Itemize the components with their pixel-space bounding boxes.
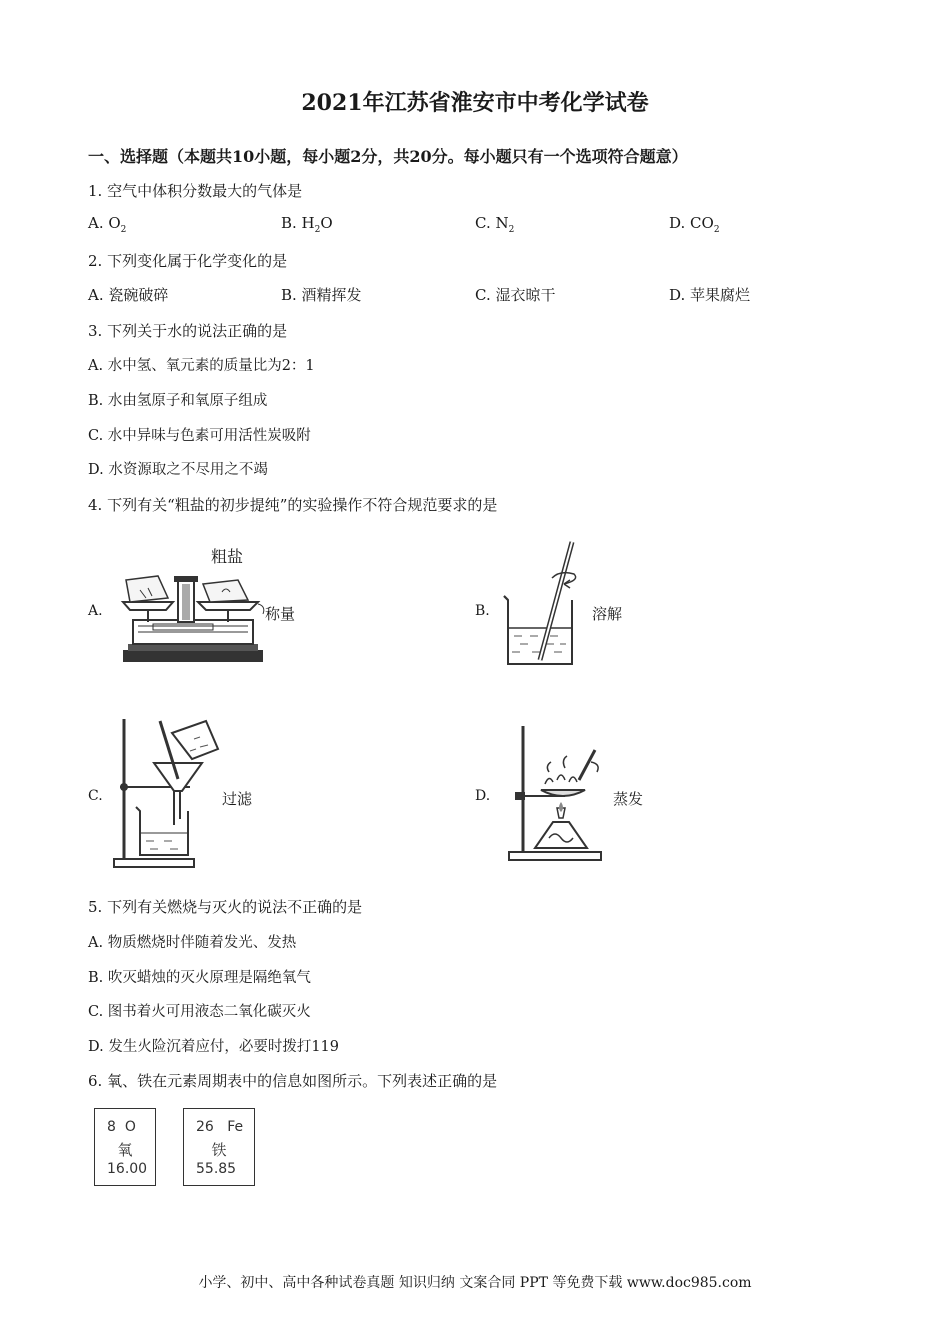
oxygen-mass: 16.00	[107, 1161, 148, 1177]
beaker-dissolve-figure	[500, 540, 590, 670]
question-4-option-b-letter: B.	[475, 603, 490, 619]
question-3-option-b: B. 水由氢原子和氧原子组成	[88, 393, 268, 409]
question-5-stem: 5. 下列有关燃烧与灭火的说法不正确的是	[88, 898, 363, 916]
question-5-option-d: D. 发生火险沉着应付，必要时拨打119	[88, 1039, 340, 1055]
question-1-option-d: D. $CO_2$	[669, 214, 720, 235]
question-2-stem: 2. 下列变化属于化学变化的是	[88, 252, 288, 270]
oxygen-number-symbol: 8 O	[107, 1119, 136, 1135]
page-footer: 小学、初中、高中各种试卷真题 知识归纳 文案合同 PPT 等免费下载 www.doc985.com	[198, 1275, 752, 1291]
filtration-figure	[110, 715, 230, 870]
question-4-option-a-caption: 称量	[265, 605, 296, 623]
question-1-option-a: A. $O_2$	[88, 214, 127, 235]
question-4-option-b-caption: 溶解	[592, 605, 623, 623]
iron-number-symbol: 26 Fe	[196, 1119, 244, 1135]
question-4-option-a-letter: A.	[88, 603, 103, 619]
balance-figure	[118, 540, 268, 665]
question-4-option-c-caption: 过滤	[222, 790, 253, 808]
question-1-stem: 1. 空气中体积分数最大的气体是	[88, 182, 303, 200]
question-2-option-b: B. 酒精挥发	[281, 286, 362, 304]
question-3-option-d: D. 水资源取之不尽用之不竭	[88, 462, 268, 478]
question-5-option-c: C. 图书着火可用液态二氧化碳灭火	[88, 1004, 311, 1020]
element-card-iron	[183, 1108, 255, 1186]
question-1-option-c: C. $N_2$	[475, 214, 515, 235]
question-1-option-b: B. $H_2O$	[281, 214, 333, 235]
question-2-option-c: C. 湿衣晾干	[475, 286, 556, 304]
evaporation-figure	[505, 722, 610, 867]
iron-name: 铁	[211, 1141, 227, 1159]
question-4-option-d-letter: D.	[475, 788, 491, 804]
section-heading: 一、选择题（本题共10小题，每小题2分，共20分。每小题只有一个选项符合题意）	[88, 147, 688, 166]
question-3-option-a: A. 水中氢、氧元素的质量比为2：1	[88, 358, 315, 374]
question-5-option-a: A. 物质燃烧时伴随着发光、发热	[88, 935, 297, 951]
question-3-option-c: C. 水中异味与色素可用活性炭吸附	[88, 428, 311, 444]
question-2-option-a: A. 瓷碗破碎	[88, 286, 169, 304]
question-5-option-b: B. 吹灭蜡烛的灭火原理是隔绝氧气	[88, 970, 311, 986]
page-title: 2021年江苏省淮安市中考化学试卷	[301, 90, 649, 116]
question-6-stem: 6. 氧、铁在元素周期表中的信息如图所示。下列表述正确的是	[88, 1072, 498, 1090]
crude-salt-label: 粗盐	[211, 547, 244, 566]
question-4-stem: 4. 下列有关“粗盐的初步提纯”的实验操作不符合规范要求的是	[88, 496, 498, 514]
element-card-oxygen	[94, 1108, 156, 1186]
question-2-option-d: D. 苹果腐烂	[669, 286, 751, 304]
oxygen-name: 氧	[117, 1141, 133, 1159]
iron-mass: 55.85	[196, 1161, 237, 1177]
question-4-option-c-letter: C.	[88, 788, 103, 804]
question-3-stem: 3. 下列关于水的说法正确的是	[88, 322, 288, 340]
question-4-option-d-caption: 蒸发	[613, 790, 644, 808]
